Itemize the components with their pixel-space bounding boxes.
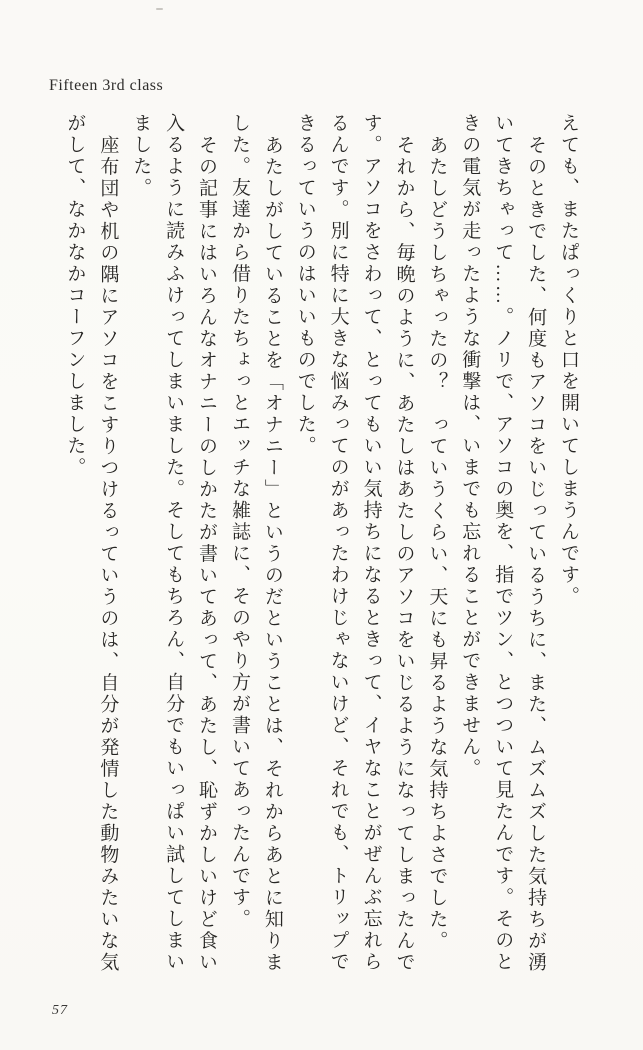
text-column: 座布団や机の隅にアソコをこすりつけるっていうのは、自分が発情した動物みたいな気 (97, 134, 119, 973)
text-column: きるっていうのはいいものでした。 (294, 113, 316, 457)
page-number: 57 (52, 1003, 68, 1018)
text-column: ました。 (130, 113, 152, 199)
text-column: えても、またぱっくりと口を開いてしまうんです。 (558, 113, 579, 608)
text-column: あたしどうしちゃったの？ っていうくらい、天にも昇るような気持ちよさでした。 (426, 134, 448, 952)
text-column: あたしがしていることを「オナニー」というのだということは、それからあとに知りま (261, 134, 283, 973)
text-column: いてきちゃって……。ノリで、アソコの奥を、指でツン、とつついて見たんです。そのと (492, 113, 514, 973)
text-column: 入るように読みふけってしまいました。そしてもちろん、自分でもいっぱい試してしまい (163, 113, 185, 973)
text-column: きの電気が走ったような衝撃は、いまでも忘れることができません。 (459, 113, 481, 780)
text-column: その記事にはいろんなオナニーのしかたが書いてあって、あたし、恥ずかしいけど食い (196, 134, 218, 973)
text-column: がして、なかなかコーフンしました。 (64, 113, 86, 479)
text-column: るんです。別に特に大きな悩みってのがあったわけじゃないけど、それでも、トリップで (327, 113, 349, 973)
text-column: す。アソコをさわって、とってもいい気持ちになるときって、イヤなことがぜんぶ忘れら (360, 113, 382, 973)
scan-artifact-mark (156, 8, 163, 10)
text-column: した。友達から借りたちょっとエッチな雑誌に、そのやり方が書いてあったんです。 (228, 113, 250, 930)
text-column: それから、毎晩のように、あたしはあたしのアソコをいじるようになってしまったんで (393, 134, 415, 973)
text-column: そのときでした、何度もアソコをいじっているうちに、また、ムズムズした気持ちが湧 (525, 134, 547, 973)
text-columns (57, 113, 584, 971)
running-header: Fifteen 3rd class (49, 77, 164, 94)
